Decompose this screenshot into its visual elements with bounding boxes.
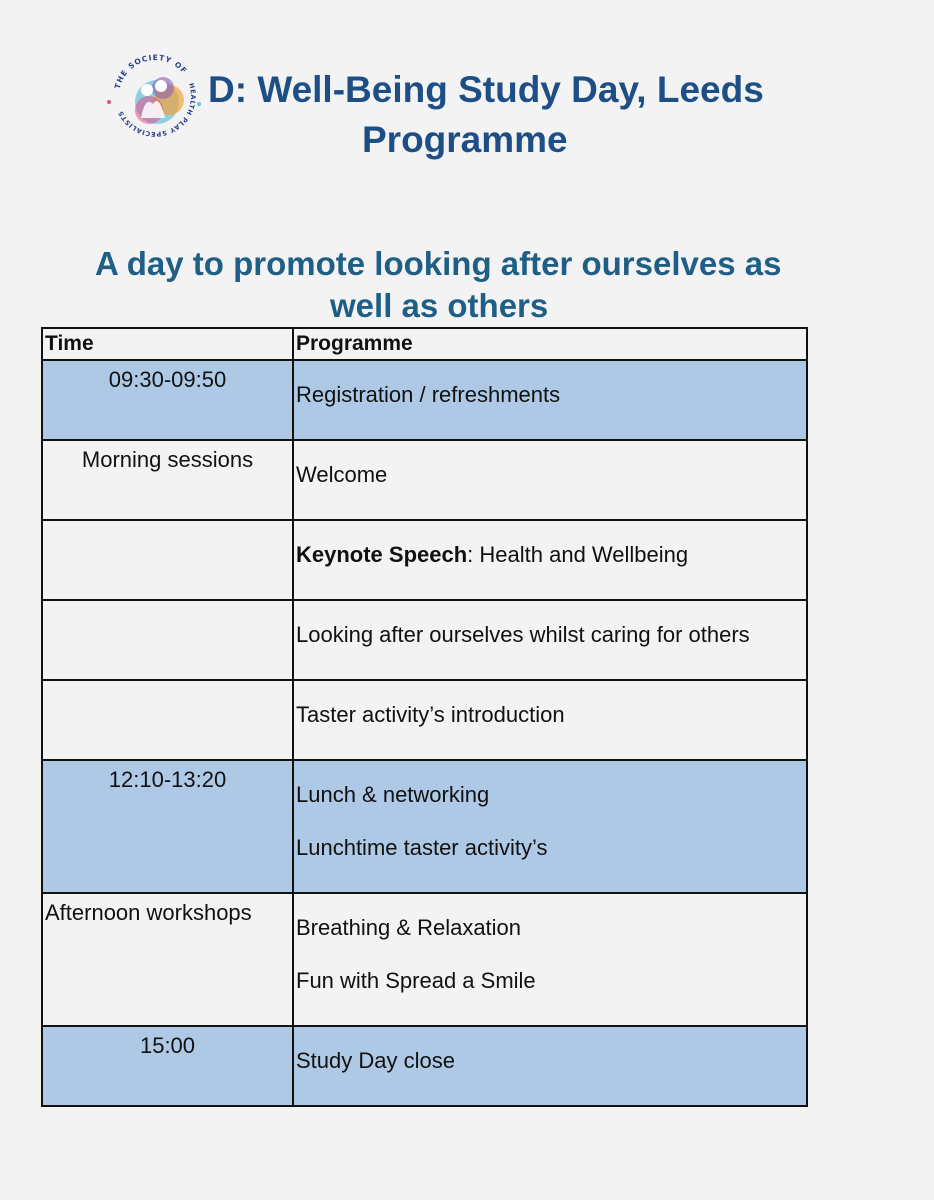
page-title-line1: D: Well-Being Study Day, Leeds [208,69,764,110]
table-row [42,600,807,680]
programme-item: Taster activity’s introduction [296,702,565,727]
programme-item: Study Day close [296,1048,455,1073]
time-cell [43,601,292,607]
page-title-line2: Programme [362,119,568,160]
society-logo [105,44,205,144]
table-row [42,680,807,760]
header-time: Time [42,328,293,360]
time-cell [43,681,292,687]
table-row [42,360,807,440]
keynote-label: Keynote Speech [296,542,468,567]
table-row [42,1026,807,1106]
programme-item: : Health and Wellbeing [467,542,689,567]
table-header-row [42,328,807,360]
header-programme: Programme [293,328,807,360]
subtitle-line1: A day to promote looking after ourselves as [95,245,782,282]
subtitle-line2: well as others [330,287,549,324]
time-cell [43,521,292,527]
time-cell: 15:00 [139,1033,196,1058]
programme-item: Lunchtime taster activity’s [296,835,548,860]
svg-text:HEALTH PLAY SPECIALISTS: HEALTH PLAY SPECIALISTS [116,82,198,139]
svg-text:THE SOCIETY OF: THE SOCIETY OF [112,52,190,90]
programme-item: Fun with Spread a Smile [296,968,536,993]
table-row [42,893,807,1026]
programme-item: Looking after ourselves whilst caring for others [296,622,750,647]
programme-item: Lunch & networking [296,782,490,807]
table-row [42,440,807,520]
table-row [42,760,807,893]
time-cell: 09:30-09:50 [108,367,227,392]
programme-item: Breathing & Relaxation [296,915,522,940]
time-cell: Morning sessions [81,447,254,472]
table-row [42,520,807,600]
programme-table [41,327,808,1107]
programme-item: Welcome [296,462,388,487]
time-cell: 12:10-13:20 [108,767,227,792]
programme-item: Registration / refreshments [296,382,561,407]
time-cell: Afternoon workshops [45,900,252,925]
